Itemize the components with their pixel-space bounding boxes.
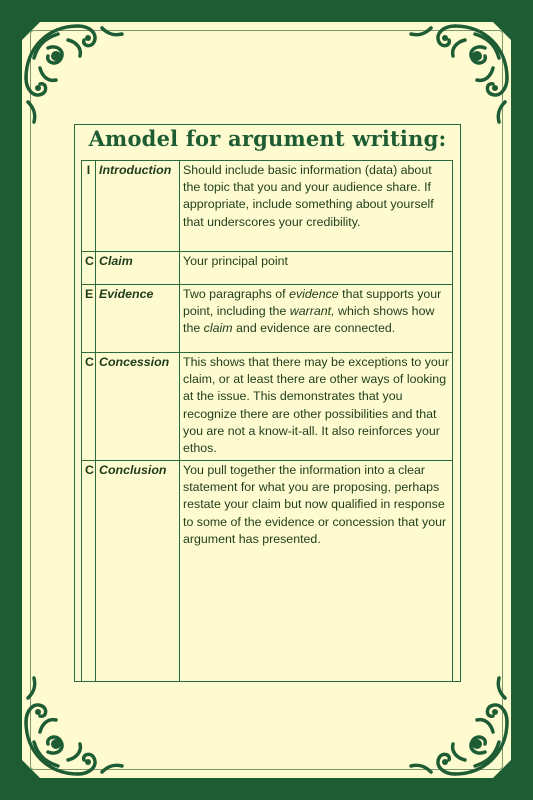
row-name: Claim	[96, 252, 180, 285]
table-row	[82, 285, 453, 353]
desc-text: Your principal point	[183, 254, 288, 268]
desc-text: This shows that there may be exceptions to your claim, or at least there are other ways of looking at the issue. This demonstrates that you recognize there are other possibilities and that you are not a know-it-all. It also reinforces your ethos.	[183, 355, 449, 456]
argument-table	[81, 160, 453, 682]
desc-text: Two paragraphs of	[183, 287, 290, 301]
desc-text: You pull together the information into a clear statement for what you are proposing, perhaps restate your claim but now qualified in response to some of the evidence or concession that your argument has presented.	[183, 463, 447, 546]
row-description	[180, 285, 453, 353]
row-description	[180, 353, 453, 461]
desc-text: which shows how the	[183, 304, 435, 336]
row-name: Introduction	[96, 161, 180, 252]
row-name: Evidence	[96, 285, 180, 353]
ornamental-corner-icon	[18, 672, 128, 782]
desc-italic: claim	[203, 321, 233, 336]
row-letter: E	[82, 285, 96, 353]
desc-text: Should include basic information (data) about the topic that you and your audience share. If appropriate, include something about yourself that underscores your credibility.	[183, 163, 434, 229]
ornamental-corner-icon	[405, 672, 515, 782]
row-letter: C	[82, 353, 96, 461]
row-letter: C	[82, 461, 96, 682]
row-name: Conclusion	[96, 461, 180, 682]
ornamental-corner-icon	[405, 18, 515, 128]
desc-italic: evidence	[289, 287, 339, 301]
ornamental-corner-icon	[18, 18, 128, 128]
row-letter: C	[82, 252, 96, 285]
page-title: Amodel for argument writing:	[88, 126, 447, 151]
table-row	[82, 161, 453, 252]
row-name: Concession	[96, 353, 180, 461]
row-letter: I	[82, 161, 96, 252]
desc-text: that supports your point, including the	[183, 287, 442, 319]
table-row	[82, 252, 453, 285]
table-row	[82, 461, 453, 682]
row-description	[180, 161, 453, 252]
row-description	[180, 252, 453, 285]
table-row	[82, 353, 453, 461]
desc-italic: warrant,	[289, 304, 335, 319]
desc-text: and evidence are connected.	[232, 321, 396, 336]
row-description	[180, 461, 453, 682]
